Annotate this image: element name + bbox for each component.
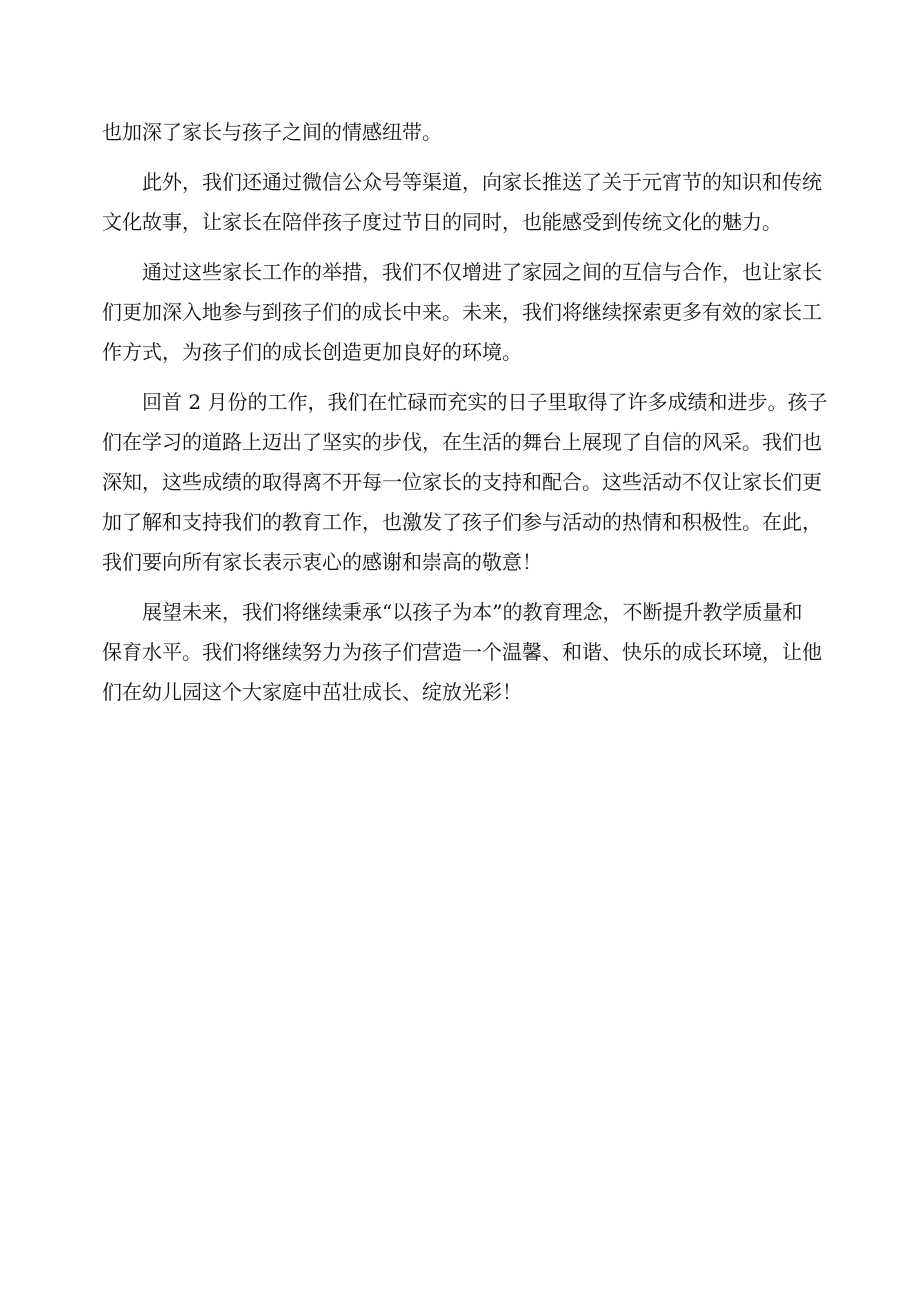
paragraph-line: 作方式，为孩子们的成长创造更加良好的环境。 (102, 340, 522, 364)
paragraph-line: 回首 2 月份的工作，我们在忙碌而充实的日子里取得了许多成绩和进步。孩子 (142, 390, 828, 414)
paragraph-2 (102, 162, 830, 242)
paragraph-line: 加了解和支持我们的教育工作，也激发了孩子们参与活动的热情和积极性。在此， (102, 510, 822, 534)
paragraph-5 (102, 592, 830, 712)
paragraph-line: 我们要向所有家长表示衷心的感谢和崇高的敬意！ (102, 550, 542, 574)
document-body (102, 112, 830, 722)
paragraph-line: 文化故事，让家长在陪伴孩子度过节日的同时，也能感受到传统文化的魅力。 (102, 210, 782, 234)
paragraph-line: 们在幼儿园这个大家庭中茁壮成长、绽放光彩！ (102, 680, 522, 704)
paragraph-line: 保育水平。我们将继续努力为孩子们营造一个温馨、和谐、快乐的成长环境，让他 (102, 640, 822, 664)
paragraph-line: 深知，这些成绩的取得离不开每一位家长的支持和配合。这些活动不仅让家长们更 (102, 470, 822, 494)
paragraph-line: 展望未来，我们将继续秉承“以孩子为本”的教育理念，不断提升教学质量和 (142, 600, 803, 624)
paragraph-line: 通过这些家长工作的举措，我们不仅增进了家园之间的互信与合作，也让家长 (142, 260, 822, 284)
paragraph-3 (102, 252, 830, 372)
paragraph-line: 此外，我们还通过微信公众号等渠道，向家长推送了关于元宵节的知识和传统 (142, 170, 822, 194)
paragraph-4 (102, 382, 830, 582)
paragraph-line: 们更加深入地参与到孩子们的成长中来。未来，我们将继续探索更多有效的家长工 (102, 300, 822, 324)
paragraph-1 (102, 112, 830, 152)
paragraph-line: 们在学习的道路上迈出了坚实的步伐，在生活的舞台上展现了自信的风采。我们也 (102, 430, 822, 454)
paragraph-line: 也加深了家长与孩子之间的情感纽带。 (102, 120, 442, 144)
